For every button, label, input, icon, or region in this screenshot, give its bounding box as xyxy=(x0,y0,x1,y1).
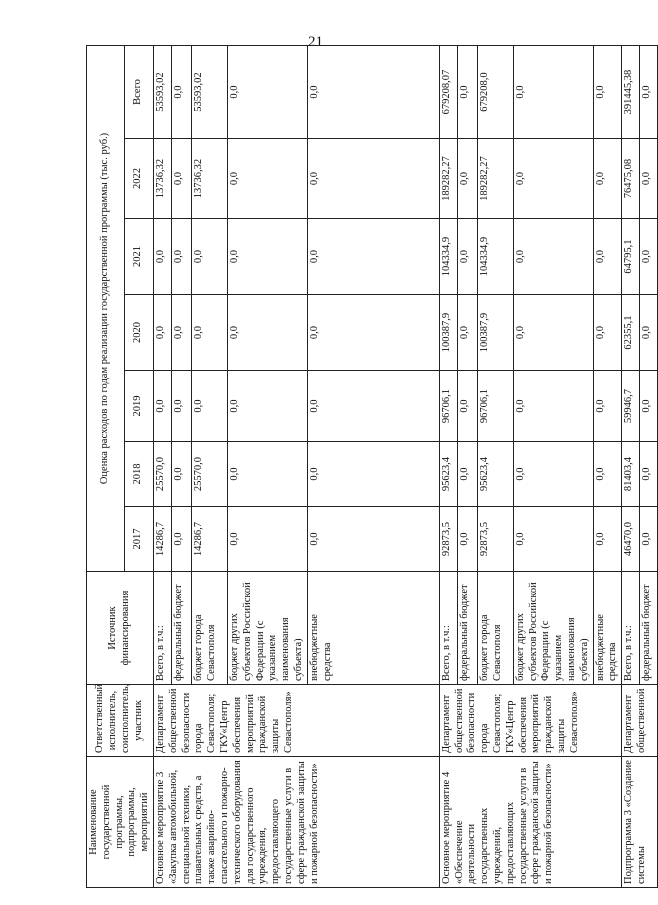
table-body xyxy=(153,45,657,887)
year-value-cell: 0,0 xyxy=(307,442,439,507)
funding-source-cell: внебюджетные средства xyxy=(307,572,439,685)
year-value-cell: 92873,5 xyxy=(477,507,513,572)
year-value-cell: 104334,9 xyxy=(439,219,457,295)
year-value-cell: 0,0 xyxy=(307,295,439,371)
funding-source-cell: Всего, в т.ч.: xyxy=(153,572,171,685)
year-value-cell: 0,0 xyxy=(593,295,622,371)
measure-name-cell: Основное мероприятие 4 «Обеспечение деятельности государственных учреждений, предоставляющих государственные услуги в сфере гражданской защиты и пожарной безопасности» xyxy=(439,757,621,888)
year-value-cell: 0,0 xyxy=(457,139,477,219)
funding-source-cell: бюджет города Севастополя xyxy=(477,572,513,685)
funding-source-cell: Всего, в т.ч.: xyxy=(439,572,457,685)
total-value-cell: 0,0 xyxy=(593,45,622,138)
year-value-cell: 76475,08 xyxy=(622,139,640,219)
executor-cell: Департамент общественной безопасности города Севастополя; ГКУ«Центр обеспечения мероприятий гражданской защиты Севастополя» xyxy=(153,685,439,757)
year-value-cell: 0,0 xyxy=(457,507,477,572)
year-header: 2022 xyxy=(124,139,153,219)
year-value-cell: 0,0 xyxy=(640,442,658,507)
year-value-cell: 0,0 xyxy=(171,219,191,295)
year-value-cell: 0,0 xyxy=(227,139,307,219)
year-value-cell: 0,0 xyxy=(153,219,171,295)
funding-source-cell: внебюджетные средства xyxy=(593,572,622,685)
total-value-cell: 0,0 xyxy=(640,45,658,138)
year-value-cell: 0,0 xyxy=(171,295,191,371)
total-value-cell: 53593,02 xyxy=(153,45,171,138)
funding-source-cell: бюджет других субъектов Российской Федерации (с указанием наименования субъекта) xyxy=(227,572,307,685)
year-value-cell: 0,0 xyxy=(171,139,191,219)
year-value-cell: 0,0 xyxy=(153,295,171,371)
year-value-cell: 0,0 xyxy=(191,219,227,295)
year-value-cell: 0,0 xyxy=(307,371,439,442)
total-value-cell: 0,0 xyxy=(513,45,593,138)
year-value-cell: 59946,7 xyxy=(622,371,640,442)
year-value-cell: 25570,0 xyxy=(191,442,227,507)
funding-source-cell: бюджет других субъектов Российской Федерации (с указанием наименования субъекта) xyxy=(513,572,593,685)
year-value-cell: 81403,4 xyxy=(622,442,640,507)
year-value-cell: 0,0 xyxy=(227,295,307,371)
executor-cell: Департамент общественной безопасности города Севастополя; ГКУ«Центр обеспечения мероприятий гражданской защиты Севастополя» xyxy=(439,685,621,757)
executor-cell: Департамент общественной xyxy=(622,685,658,757)
total-value-cell: 0,0 xyxy=(171,45,191,138)
year-value-cell: 0,0 xyxy=(227,507,307,572)
year-value-cell: 0,0 xyxy=(191,371,227,442)
total-value-cell: 679208,07 xyxy=(439,45,457,138)
table-row xyxy=(439,45,457,887)
funding-source-cell: бюджет города Севастополя xyxy=(191,572,227,685)
year-header: 2017 xyxy=(124,507,153,572)
year-value-cell: 0,0 xyxy=(227,371,307,442)
year-value-cell: 62355,1 xyxy=(622,295,640,371)
year-value-cell: 0,0 xyxy=(513,371,593,442)
year-value-cell: 95623,4 xyxy=(439,442,457,507)
funding-source-cell: Всего, в т.ч.: xyxy=(622,572,640,685)
table-row xyxy=(153,45,171,887)
total-value-cell: 391445,38 xyxy=(622,45,640,138)
year-value-cell: 0,0 xyxy=(640,507,658,572)
year-value-cell: 100387,9 xyxy=(477,295,513,371)
funding-source-cell: федеральный бюджет xyxy=(640,572,658,685)
year-value-cell: 0,0 xyxy=(307,139,439,219)
funding-source-cell: федеральный бюджет xyxy=(457,572,477,685)
header-executor: Ответственный исполнитель, соисполнитель, участник xyxy=(87,685,154,757)
year-value-cell: 95623,4 xyxy=(477,442,513,507)
total-header: Всего xyxy=(124,45,153,138)
year-value-cell: 96706,1 xyxy=(439,371,457,442)
year-value-cell: 0,0 xyxy=(171,507,191,572)
year-value-cell: 64795,1 xyxy=(622,219,640,295)
header-estimate: Оценка расходов по годам реализации государственной программы (тыс. руб.) xyxy=(87,45,125,571)
year-value-cell: 0,0 xyxy=(457,295,477,371)
total-value-cell: 679208,0 xyxy=(477,45,513,138)
measure-name-cell: Подпрограмма 3 «Создание системы xyxy=(622,757,658,888)
year-value-cell: 0,0 xyxy=(457,442,477,507)
year-value-cell: 25570,0 xyxy=(153,442,171,507)
total-value-cell: 53593,02 xyxy=(191,45,227,138)
year-value-cell: 0,0 xyxy=(457,219,477,295)
year-value-cell: 0,0 xyxy=(513,507,593,572)
year-value-cell: 46470,0 xyxy=(622,507,640,572)
year-value-cell: 0,0 xyxy=(513,219,593,295)
year-value-cell: 14286,7 xyxy=(191,507,227,572)
year-value-cell: 0,0 xyxy=(593,442,622,507)
year-value-cell: 0,0 xyxy=(640,139,658,219)
year-value-cell: 0,0 xyxy=(191,295,227,371)
year-value-cell: 0,0 xyxy=(513,442,593,507)
year-value-cell: 0,0 xyxy=(593,219,622,295)
measure-name-cell: Основное мероприятие 3 «Закупка автомобильной, специальной техники, плавательных средств, а также аварийно-спасательного и пожарно-технического оборудования для государственного учреждения, предоставляющего государственные услуги в сфере гражданской защиты и пожарной безопасности» xyxy=(153,757,439,888)
year-value-cell: 96706,1 xyxy=(477,371,513,442)
year-value-cell: 0,0 xyxy=(171,442,191,507)
year-value-cell: 0,0 xyxy=(640,295,658,371)
year-value-cell: 0,0 xyxy=(307,507,439,572)
year-value-cell: 0,0 xyxy=(171,371,191,442)
year-value-cell: 13736,32 xyxy=(153,139,171,219)
budget-table xyxy=(86,45,658,888)
total-value-cell: 0,0 xyxy=(457,45,477,138)
year-value-cell: 0,0 xyxy=(153,371,171,442)
total-value-cell: 0,0 xyxy=(227,45,307,138)
year-value-cell: 0,0 xyxy=(593,371,622,442)
year-value-cell: 0,0 xyxy=(227,219,307,295)
year-value-cell: 189282,27 xyxy=(439,139,457,219)
year-header: 2019 xyxy=(124,371,153,442)
year-value-cell: 0,0 xyxy=(640,371,658,442)
header-source: Источник финансирования xyxy=(87,572,154,685)
year-value-cell: 0,0 xyxy=(593,507,622,572)
year-value-cell: 0,0 xyxy=(513,139,593,219)
year-value-cell: 0,0 xyxy=(640,219,658,295)
year-value-cell: 189282,27 xyxy=(477,139,513,219)
year-header: 2021 xyxy=(124,219,153,295)
funding-source-cell: федеральный бюджет xyxy=(171,572,191,685)
year-value-cell: 0,0 xyxy=(513,295,593,371)
year-header: 2018 xyxy=(124,442,153,507)
total-value-cell: 0,0 xyxy=(307,45,439,138)
page-number: 21 xyxy=(308,34,323,50)
year-value-cell: 14286,7 xyxy=(153,507,171,572)
year-value-cell: 0,0 xyxy=(593,139,622,219)
year-header: 2020 xyxy=(124,295,153,371)
year-value-cell: 13736,32 xyxy=(191,139,227,219)
year-value-cell: 100387,9 xyxy=(439,295,457,371)
table-row xyxy=(622,45,640,887)
year-value-cell: 0,0 xyxy=(227,442,307,507)
year-value-cell: 0,0 xyxy=(457,371,477,442)
year-value-cell: 92873,5 xyxy=(439,507,457,572)
year-value-cell: 104334,9 xyxy=(477,219,513,295)
header-name: Наименование государственной программы, подпрограммы, мероприятий xyxy=(87,757,154,888)
rotated-table-container xyxy=(86,48,653,888)
header-row xyxy=(87,45,125,887)
year-value-cell: 0,0 xyxy=(307,219,439,295)
